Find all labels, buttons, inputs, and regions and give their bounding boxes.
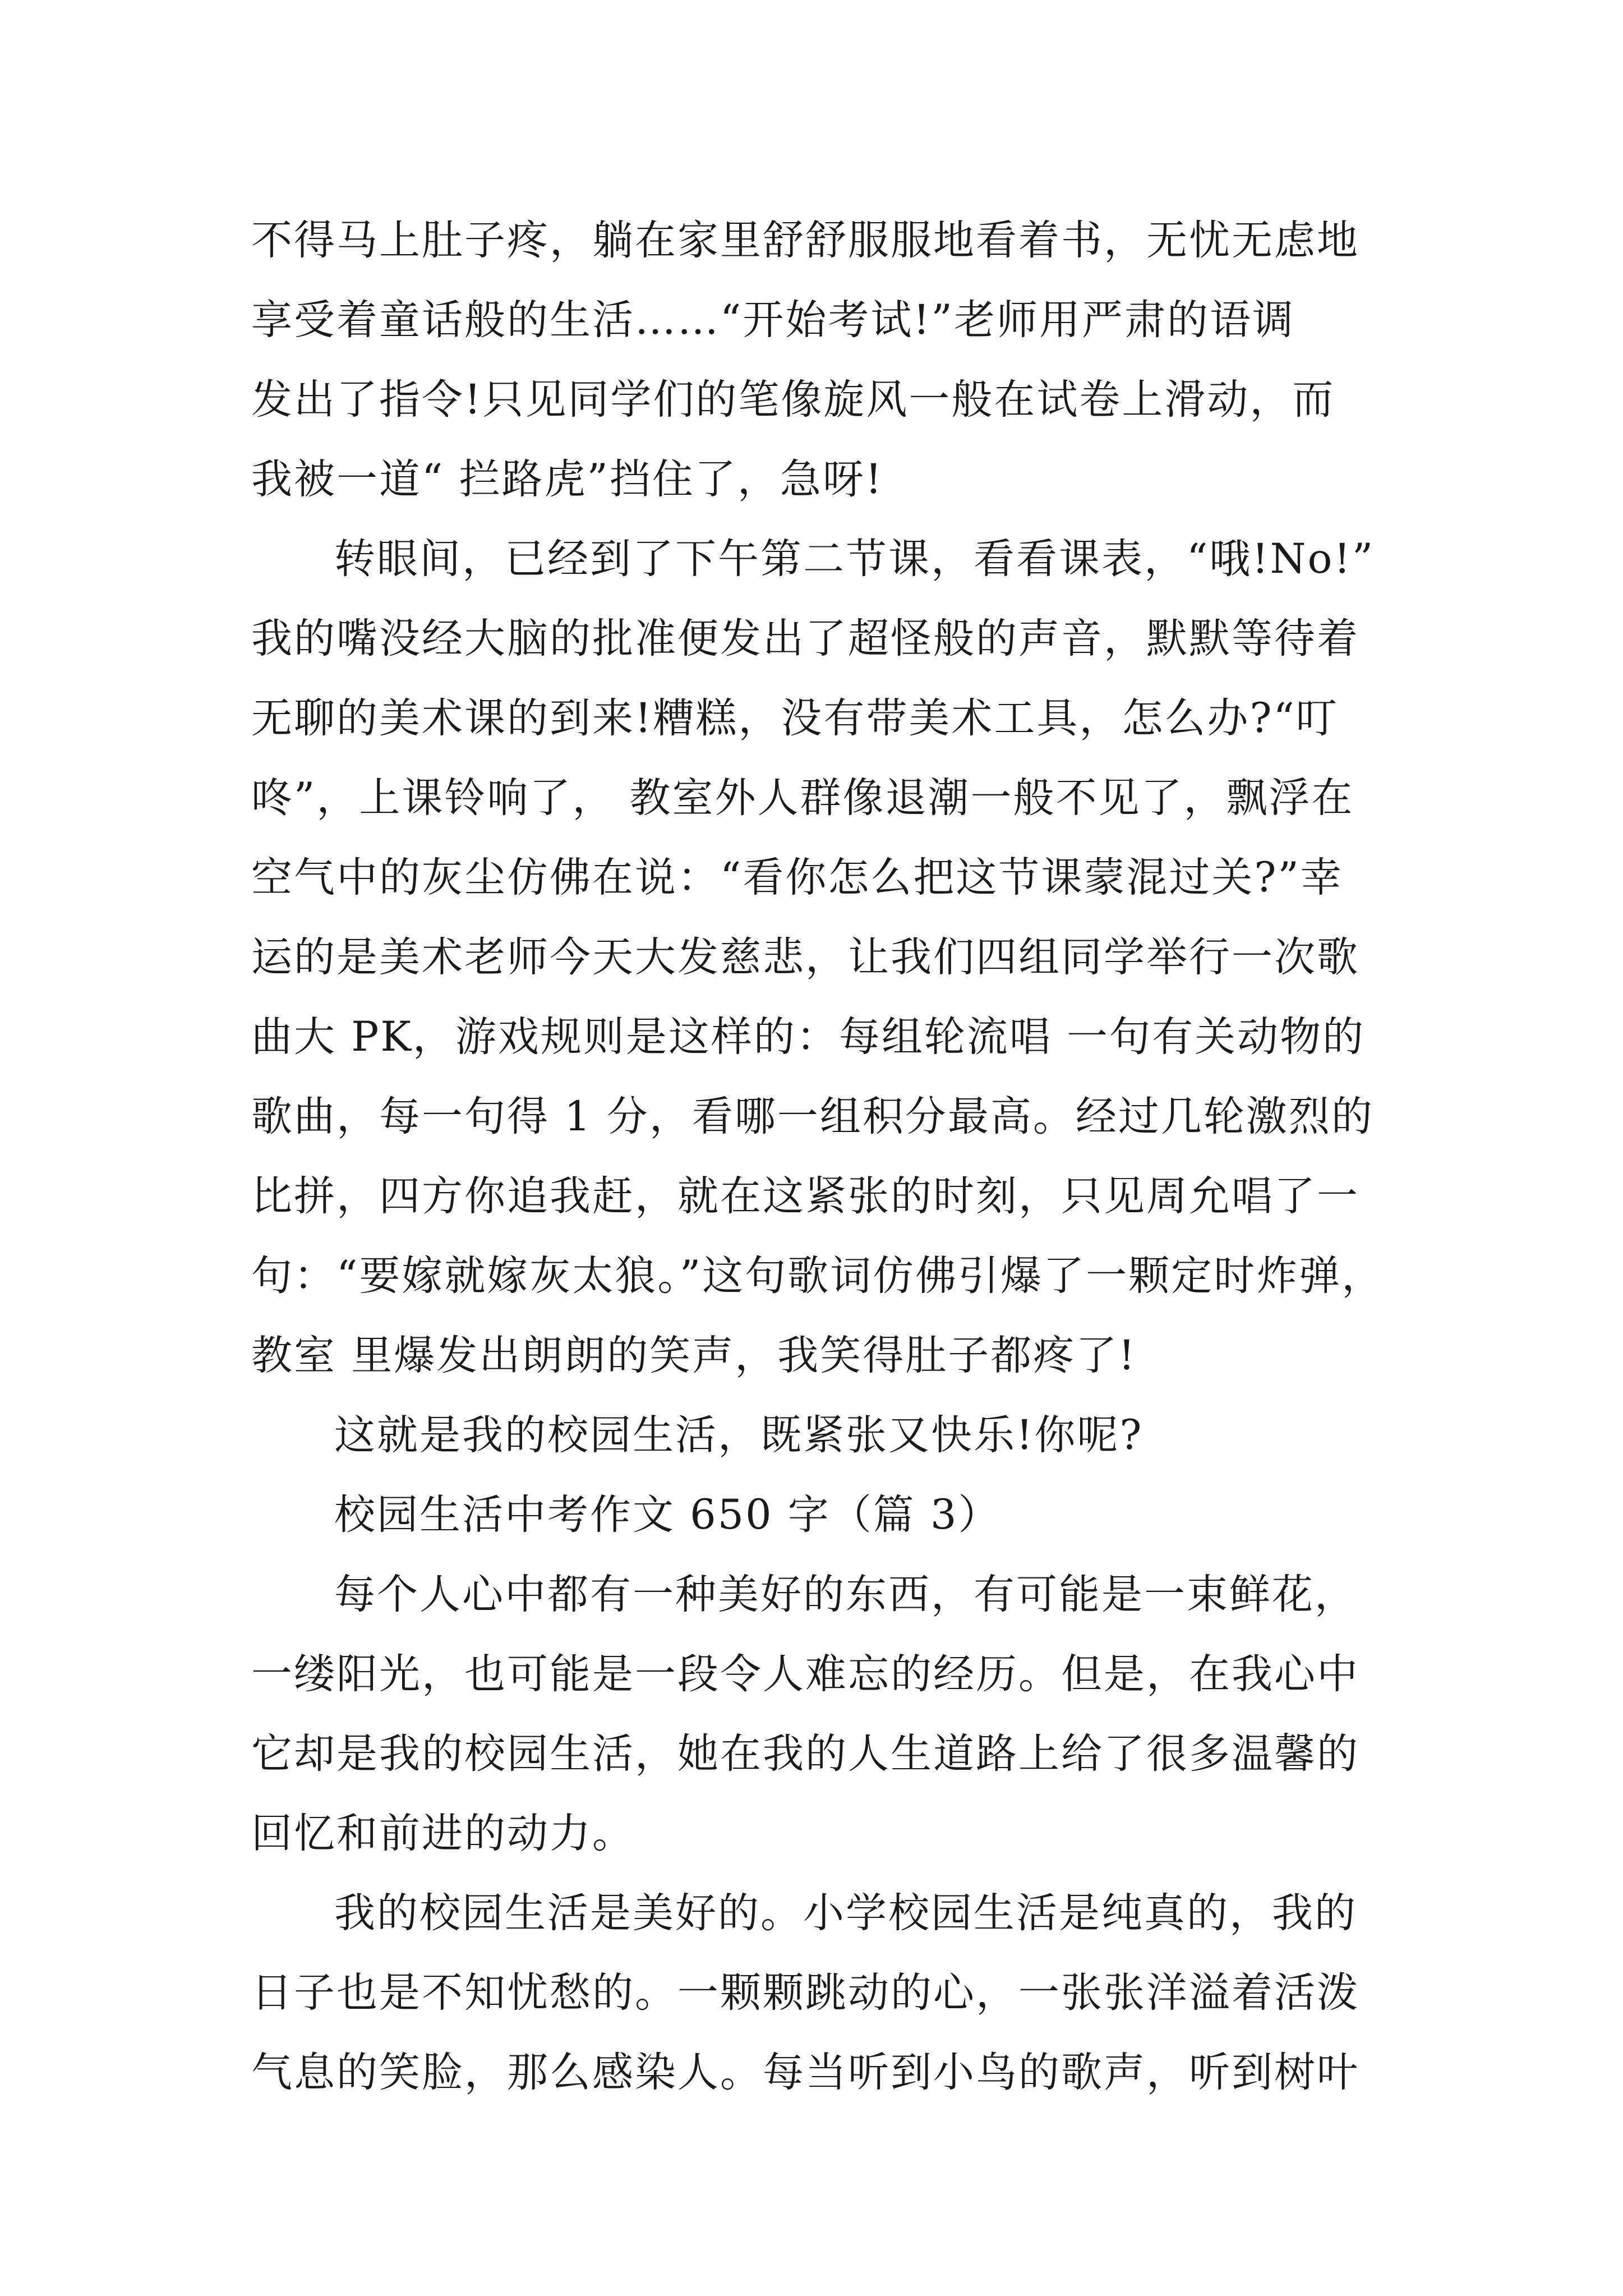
text-line: 它却是我的校园生活，她在我的人生道路上给了很多温馨的 [251, 1730, 1359, 1778]
text-line: 校园生活中考作文 650 字（篇 3） [334, 1491, 1001, 1539]
text-line: 发出了指令!只见同学们的笔像旋风一般在试卷上滑动，而 [251, 376, 1335, 424]
text-line: 咚”，上课铃响了， 教室外人群像退潮一般不见了，飘浮在 [251, 774, 1354, 822]
text-line: 无聊的美术课的到来!糟糕，没有带美术工具，怎么办?“叮 [251, 694, 1339, 742]
paragraph-2 [251, 519, 1385, 1396]
text-line: 比拼，四方你追我赶，就在这紧张的时刻，只见周允唱了一 [251, 1172, 1359, 1220]
paragraph-4 [251, 1555, 1378, 1874]
paragraph-1 [251, 201, 1378, 519]
text-line: 这就是我的校园生活，既紧张又快乐!你呢? [334, 1411, 1144, 1459]
text-line: 我被一道“ 拦路虎”挡住了，急呀! [251, 455, 884, 503]
paragraph-3 [251, 1396, 1378, 1475]
text-line: 教室 里爆发出朗朗的笑声，我笑得肚子都疼了! [251, 1332, 1137, 1379]
text-line: 转眼间，已经到了下午第二节课，看看课表，“哦!No!” [334, 535, 1375, 583]
document-body [251, 201, 1385, 2113]
text-line: 空气中的灰尘仿佛在说：“看你怎么把这节课蒙混过关?”幸 [251, 854, 1343, 901]
paragraph-5 [251, 1874, 1378, 2113]
text-line: 我的嘴没经大脑的批准便发出了超怪般的声音，默默等待着 [251, 615, 1359, 662]
text-line: 气息的笑脸，那么感染人。每当听到小鸟的歌声，听到树叶 [251, 2049, 1359, 2096]
text-line: 享受着童话般的生活……“开始考试!”老师用严肃的语调 [251, 296, 1295, 344]
text-line: 不得马上肚子疼，躺在家里舒舒服服地看着书，无忧无虑地 [251, 217, 1359, 264]
text-line: 回忆和前进的动力。 [251, 1810, 635, 1857]
text-line: 运的是美术老师今天大发慈悲，让我们四组同学举行一次歌 [251, 933, 1359, 981]
text-line: 曲大 PK，游戏规则是这样的：每组轮流唱 一句有关动物的 [251, 1013, 1366, 1061]
text-line: 歌曲，每一句得 1 分，看哪一组积分最高。经过几轮激烈的 [251, 1093, 1374, 1140]
text-line: 一缕阳光，也可能是一段令人难忘的经历。但是，在我心中 [251, 1650, 1359, 1698]
section-heading [251, 1475, 1378, 1555]
text-line: 日子也是不知忧愁的。一颗颗跳动的心，一张张洋溢着活泼 [251, 1969, 1359, 2017]
text-line: 我的校园生活是美好的。小学校园生活是纯真的，我的 [334, 1889, 1357, 1937]
text-line: 句：“要嫁就嫁灰太狼。”这句歌词仿佛引爆了一颗定时炸弹， [251, 1252, 1385, 1300]
text-line: 每个人心中都有一种美好的东西，有可能是一束鲜花， [334, 1571, 1357, 1618]
